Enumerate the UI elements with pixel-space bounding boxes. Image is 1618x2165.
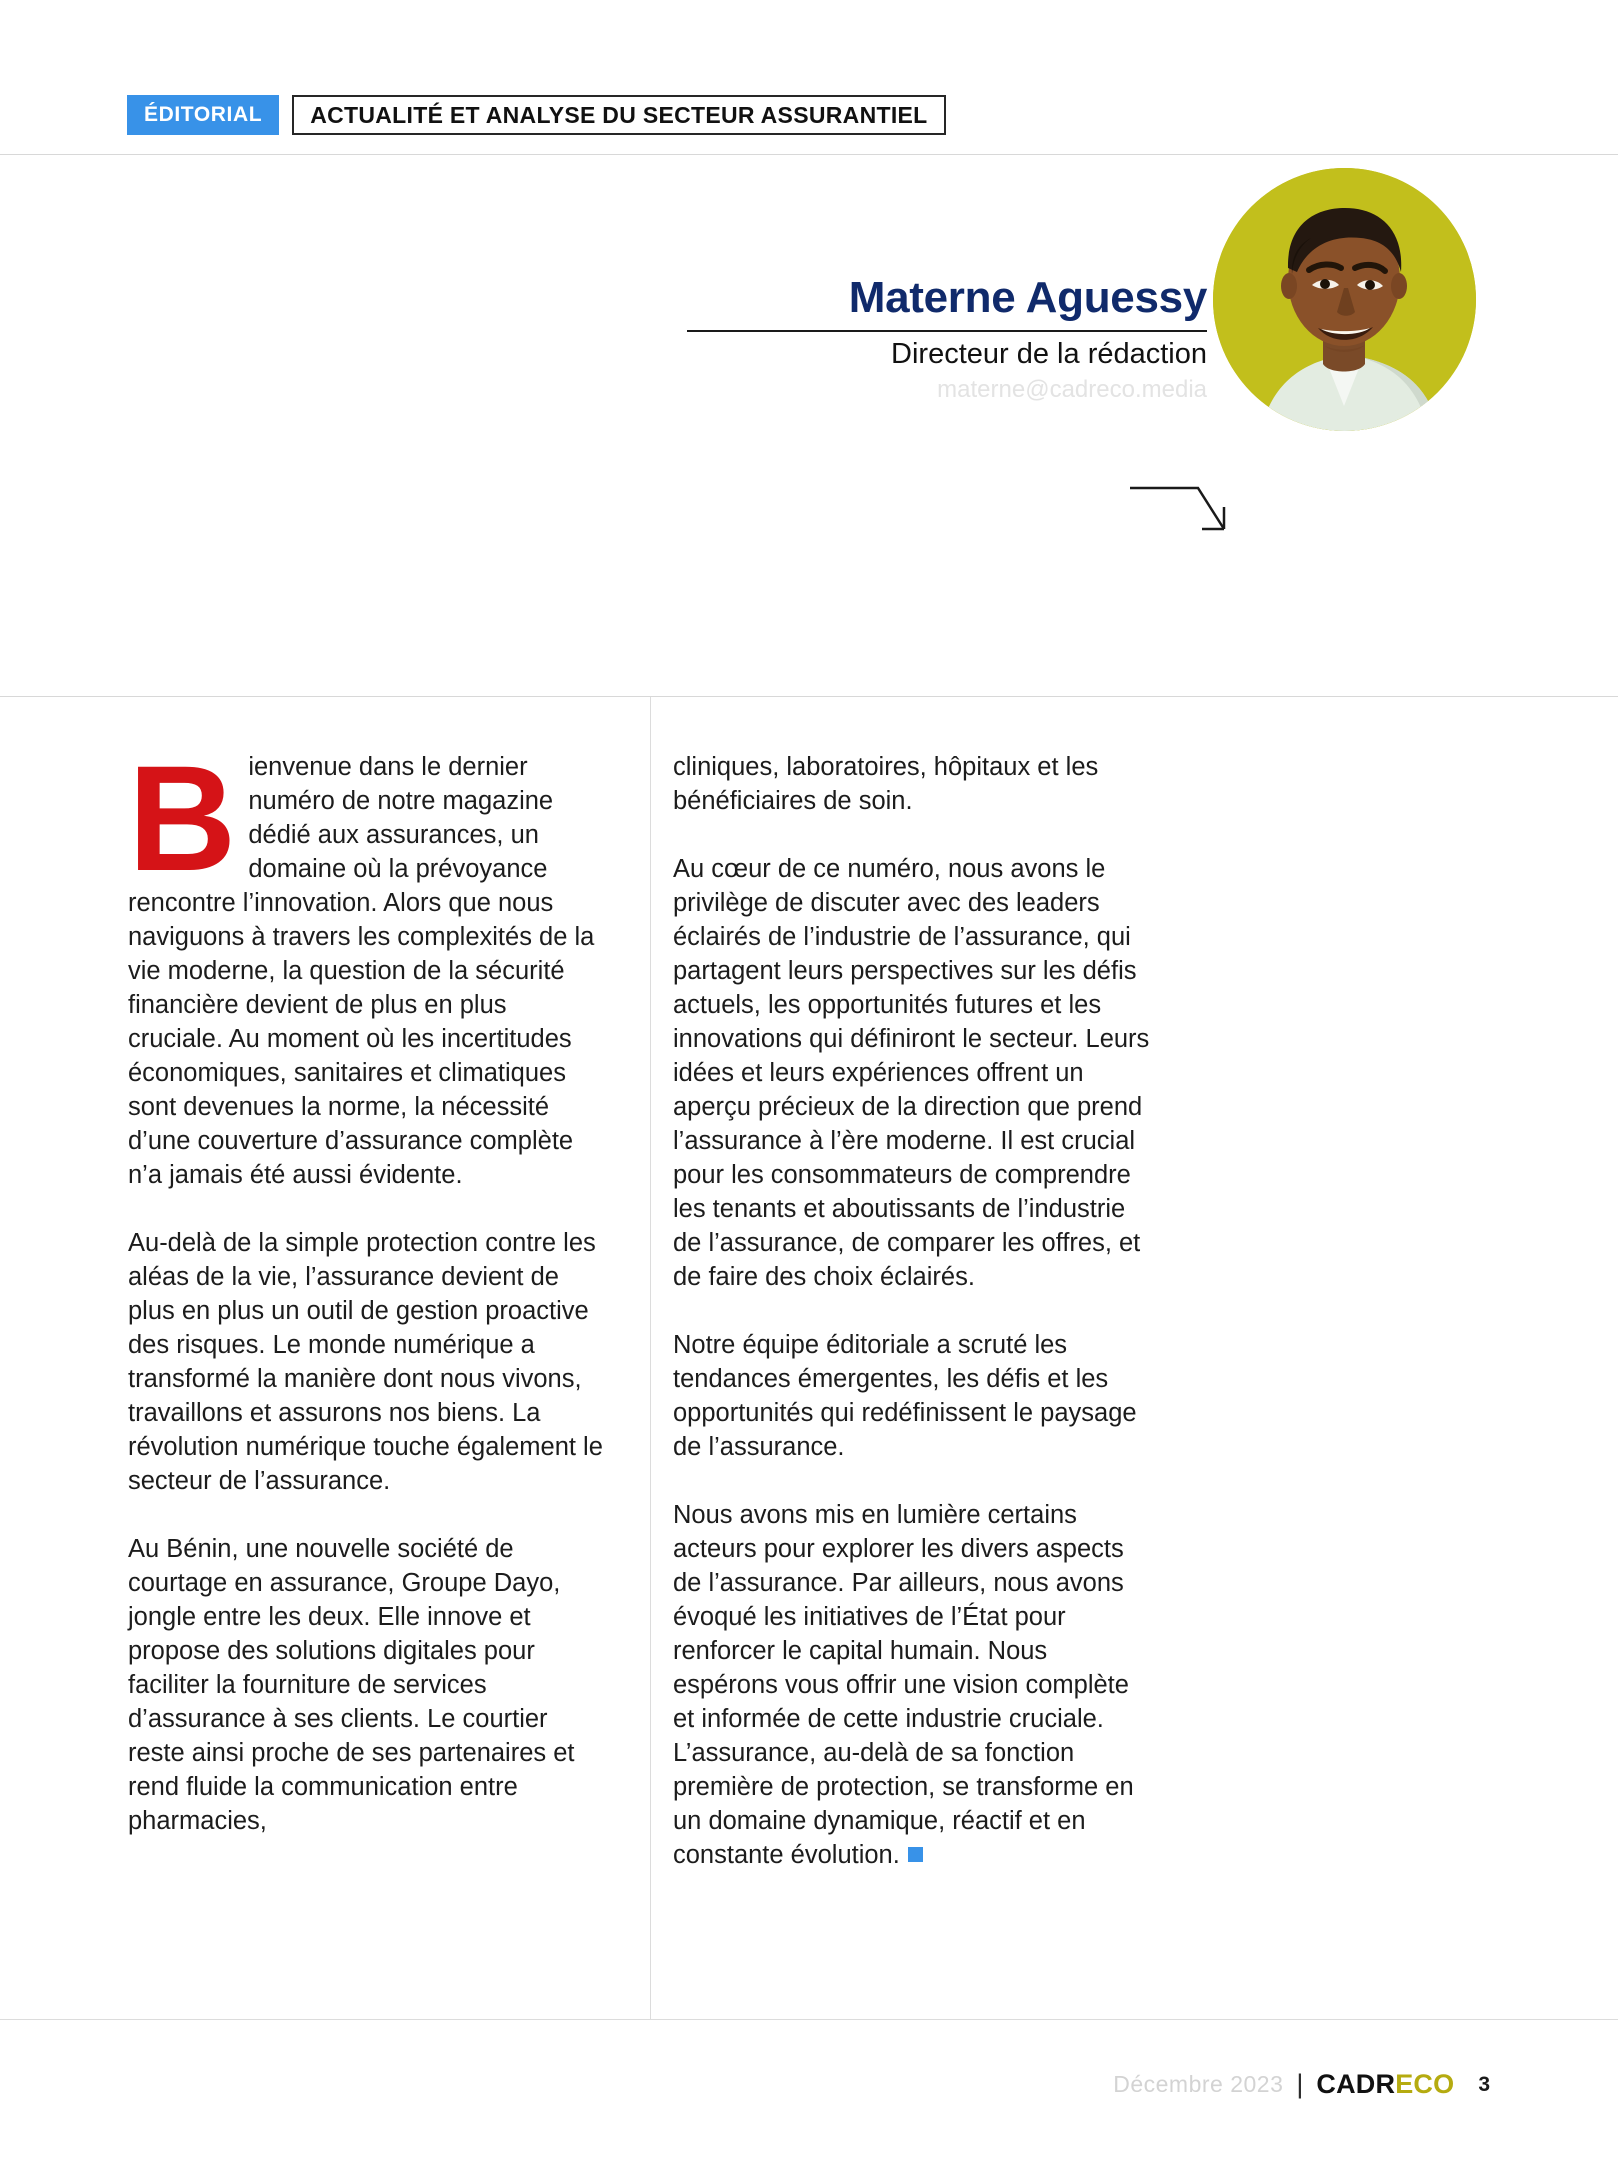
header-kicker-row bbox=[127, 95, 946, 135]
paragraph: Au Bénin, une nouvelle société de courtage en assurance, Groupe Dayo, jongle entre les deux. Elle innove et propose des solutions digitales pour faciliter la fourniture de services d’assurance à ses clients. Le courtier reste ainsi proche de ses partenaires et rend fluide la communication entre pharmacies, bbox=[128, 1535, 575, 1835]
footer-separator: | bbox=[1296, 2069, 1304, 2099]
end-of-article-marker bbox=[908, 1847, 923, 1862]
article-body bbox=[0, 697, 1618, 2019]
paragraph-final bbox=[673, 1498, 1151, 1872]
paragraph: Au cœur de ce numéro, nous avons le privilège de discuter avec des leaders éclairés de l’industrie de l’assurance, qui partagent leurs perspectives sur les défis actuels, les opportunités futures et les innovations qui définiront le secteur. Leurs idées et leurs expériences offrent un aperçu précieux de la direction que prend l’assurance à l’ère moderne. Il est crucial pour les consommateurs de comprendre les tenants et aboutissants de l’industrie de l’assurance, de comparer les offres, et de faire des choix éclairés. bbox=[673, 855, 1150, 1291]
brand-name-primary: CADR bbox=[1316, 2069, 1396, 2099]
footer-divider bbox=[0, 2019, 1618, 2020]
paragraph-text: Nous avons mis en lumière certains acteurs pour explorer les divers aspects de l’assurance. Par ailleurs, nous avons évoqué les initiatives de l’État pour renforcer le capital humain. Nous espérons vous offrir une vision complète et informée de cette industrie cruciale. L’assurance, au-delà de sa fonction première de protection, se transforme en un domaine dynamique, réactif et en constante évolution. bbox=[673, 1501, 1134, 1869]
author-name-underline bbox=[687, 330, 1207, 332]
author-block bbox=[0, 155, 1618, 696]
pointer-arrow-icon bbox=[1128, 485, 1238, 545]
section-kicker-badge: ÉDITORIAL bbox=[127, 95, 279, 135]
author-name: Materne Aguessy bbox=[848, 273, 1207, 322]
page-footer bbox=[0, 2019, 1618, 2165]
brand-name-accent: ECO bbox=[1395, 2069, 1455, 2099]
footer-issue-date: Décembre 2023 bbox=[1113, 2071, 1284, 2097]
author-role: Directeur de la rédaction bbox=[891, 338, 1207, 371]
footer-brand-logo bbox=[1316, 2069, 1454, 2100]
page-header bbox=[0, 0, 1618, 155]
author-email: materne@cadreco.media bbox=[937, 375, 1207, 403]
author-portrait-illustration bbox=[1213, 168, 1476, 431]
author-avatar bbox=[1213, 168, 1476, 431]
footer-content bbox=[1113, 2069, 1490, 2100]
article-column-left bbox=[128, 734, 606, 1838]
paragraph: Au-delà de la simple protection contre les aléas de la vie, l’assurance devient de plus en plus un outil de gestion proactive des risques. Le monde numérique a transformé la manière dont nous vivons, travaillons et assurons nos biens. La révolution numérique touche également le secteur de l’assurance. bbox=[128, 1229, 603, 1495]
section-headline: ACTUALITÉ ET ANALYSE DU SECTEUR ASSURANTIEL bbox=[292, 95, 945, 135]
article-column-right bbox=[673, 750, 1151, 1872]
paragraph: cliniques, laboratoires, hôpitaux et les bénéficiaires de soin. bbox=[673, 753, 1099, 815]
paragraph: Bienvenue dans le dernier numéro de notre magazine dédié aux assurances, un domaine où la prévoyance rencontre l’innovation. Alors que nous naviguons à travers les complexités de la vie moderne, la question de la sécurité financière devient de plus en plus cruciale. Au moment où les incertitudes économiques, sanitaires et climatiques sont devenues la norme, la nécessité d’une couverture d’assurance complète n’a jamais été aussi évidente. bbox=[128, 734, 595, 1189]
author-identity bbox=[687, 275, 1207, 405]
page-number: 3 bbox=[1478, 2072, 1490, 2096]
paragraph: Notre équipe éditoriale a scruté les tendances émergentes, les défis et les opportunités qui redéfinissent le paysage de l’assurance. bbox=[673, 1331, 1137, 1461]
column-divider bbox=[650, 697, 651, 2019]
